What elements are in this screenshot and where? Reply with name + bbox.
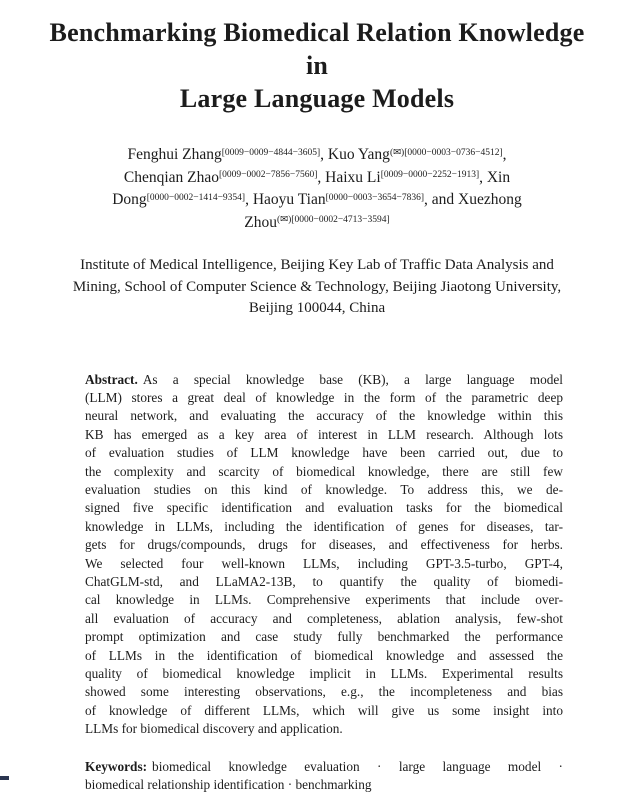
author-separator: , Xin xyxy=(479,168,511,186)
author-name: Chenqian Zhao xyxy=(123,168,220,186)
author-orcid: [0000−0002−1414−9354] xyxy=(146,192,246,203)
abstract-line: signed five specific identification and evaluation tasks for the biomedical xyxy=(85,500,563,516)
author-line xyxy=(44,167,590,190)
author-name: , Kuo Yang xyxy=(320,146,390,163)
abstract-line: showed some interesting observations, e.g., the incompleteness and bias xyxy=(85,684,563,700)
author-orcid-envelope: (✉)[0000−0002−4713−3594] xyxy=(277,215,390,226)
keywords-text: biomedical knowledge evaluation · large language model · xyxy=(152,758,563,774)
author-line xyxy=(44,144,590,167)
author-orcid: [0009−0002−7856−7560] xyxy=(219,170,318,181)
abstract-line: We selected four well-known LLMs, including GPT-3.5-turbo, GPT-4, xyxy=(85,555,563,571)
abstract-line: neural network, and evaluating the accuracy of the knowledge within this xyxy=(85,408,563,424)
abstract-line: all evaluation of accuracy and completeness, ablation analysis, few-shot xyxy=(85,610,563,626)
author-orcid-envelope: (✉)[0000−0003−0736−4512] xyxy=(389,147,503,158)
abstract-label: Abstract. xyxy=(85,371,138,387)
author-separator: , xyxy=(502,146,507,163)
abstract-line: of knowledge of different LLMs, which will give us some insight into xyxy=(85,702,563,718)
author-name: , Haixu Li xyxy=(317,168,381,186)
keywords-label: Keywords: xyxy=(85,758,148,774)
abstract-line: cal knowledge in LLMs. Comprehensive experiments that include over- xyxy=(85,592,563,608)
keywords-line xyxy=(85,758,563,776)
author-line xyxy=(44,189,590,212)
paper-title-line-2: Large Language Models xyxy=(179,84,455,113)
abstract-line: quality of biomedical knowledge implicit in LLMs. Experimental results xyxy=(85,666,563,681)
institute-line: Beijing 100044, China xyxy=(248,300,386,316)
abstract-line: ChatGLM-std, and LLaMA2-13B, to quantify the quality of biomedi- xyxy=(85,573,563,589)
paper-title xyxy=(44,16,590,115)
paper-title-line-1: Benchmarking Biomedical Relation Knowledge in xyxy=(49,18,585,80)
institute-block xyxy=(44,255,590,320)
abstract-line xyxy=(85,371,563,389)
author-orcid: [0009−0000−2252−1913] xyxy=(380,170,480,181)
abstract-line: prompt optimization and case study fully benchmarked the performance xyxy=(85,629,563,645)
abstract-line: evaluation studies on this kind of knowledge. To address this, we de- xyxy=(85,481,563,497)
abstract-line: of evaluation studies of LLM knowledge have been carried out, due to xyxy=(85,445,563,461)
author-orcid: [0000−0003−3654−7836] xyxy=(325,192,425,203)
author-name: Fenghui Zhang xyxy=(127,146,222,163)
authors-block xyxy=(44,144,590,234)
institute-line: Mining, School of Computer Science & Technology, Beijing Jiaotong University, xyxy=(72,278,562,295)
author-name: , Haoyu Tian xyxy=(245,191,326,208)
abstract-line: of LLMs in the identification of biomedical knowledge and assessed the xyxy=(85,647,563,663)
abstract-text: As a special knowledge base (KB), a large language model xyxy=(142,371,563,387)
author-orcid: [0009−0009−4844−3605] xyxy=(221,147,321,158)
abstract-line: (LLM) stores a great deal of knowledge in the form of the parametric deep xyxy=(85,389,563,405)
keywords-block xyxy=(85,758,563,794)
author-name: Zhou xyxy=(244,213,278,231)
institute-line: Institute of Medical Intelligence, Beijing Key Lab of Traffic Data Analysis and xyxy=(80,257,554,273)
author-line xyxy=(44,212,590,235)
author-separator: , and Xuezhong xyxy=(424,191,522,208)
abstract-block xyxy=(85,371,563,739)
abstract-line: KB has emerged as a key area of interest in LLM research. Although lots xyxy=(85,426,563,442)
abstract-line: the complexity and scarcity of biomedical knowledge, there are still few xyxy=(85,463,563,479)
abstract-line: gets for drugs/compounds, drugs for diseases, and effectiveness for herbs. xyxy=(85,537,563,553)
abstract-line: knowledge in LLMs, including the identification of genes for diseases, tar- xyxy=(85,518,563,534)
abstract-line: LLMs for biomedical discovery and application. xyxy=(85,721,343,737)
keywords-line: biomedical relationship identification · benchmarking xyxy=(85,777,372,793)
author-name: Dong xyxy=(112,191,147,208)
scan-artifact-mark xyxy=(0,776,9,780)
